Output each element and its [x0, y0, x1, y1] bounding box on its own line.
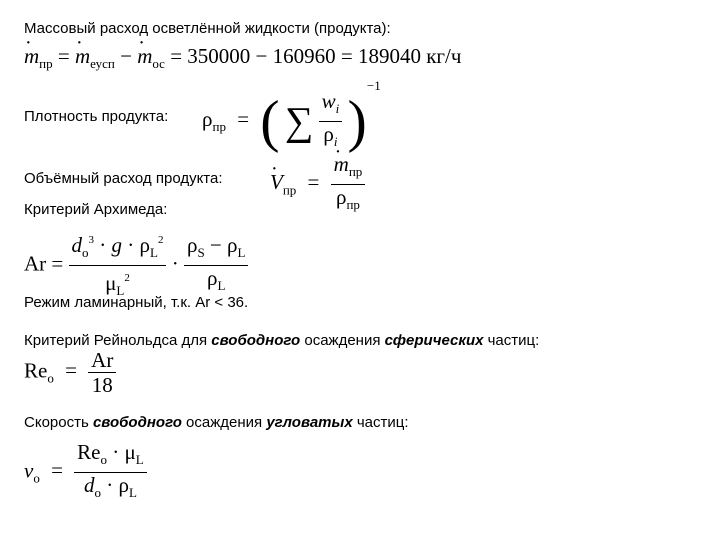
equation-density — [202, 78, 381, 155]
velocity-emph-1: свободного — [92, 414, 182, 431]
sub-pr-2: пр — [212, 119, 226, 134]
line-mass-flow-label: Массовый расход осветлённой жидкости (продукта): — [24, 20, 391, 37]
sub-oc: ос — [152, 56, 165, 71]
rho-symbol-3: ρ — [335, 185, 347, 209]
line-density-label: Плотность продукта: — [24, 108, 169, 125]
sub-o-4: о — [100, 452, 107, 467]
dot-1: · — [99, 233, 107, 257]
velocity-text-3: частиц: — [352, 414, 409, 431]
archimedes-fraction-1 — [69, 228, 167, 303]
sub-l-6: L — [128, 485, 137, 500]
sub-l-4: L — [217, 278, 226, 293]
equation-velocity — [24, 440, 147, 505]
rho-symbol-4: ρ — [118, 473, 129, 497]
m-symbol-3: · m — [137, 44, 152, 69]
line-archimedes-label: Критерий Архимеда: — [24, 201, 168, 218]
sub-l-5: L — [135, 452, 144, 467]
exponent-minus-one: −1 — [366, 78, 381, 93]
sigma-symbol: ∑ — [284, 98, 314, 144]
equals-sign-5: = — [51, 458, 63, 483]
volume-fraction — [331, 152, 366, 217]
sub-o-2: о — [47, 370, 54, 386]
m-symbol-4: · m — [334, 152, 349, 176]
d-symbol: d — [71, 233, 83, 257]
equals-sign: = — [57, 44, 70, 68]
reynolds-text-1: Критерий Рейнольдса для — [24, 332, 212, 349]
line-laminar-regime: Режим ламинарный, т.к. Ar < 36. — [24, 294, 249, 311]
mu-symbol: μ — [105, 271, 117, 295]
dot-2: · — [127, 233, 135, 257]
dot-3: · — [171, 251, 179, 276]
sub-pr-5: пр — [346, 197, 360, 212]
rho-l-symbol-2: ρ — [227, 233, 238, 257]
right-paren: ) — [347, 88, 367, 154]
velocity-text-2: осаждения — [181, 414, 267, 431]
sub-pr-3: пр — [282, 182, 297, 198]
rho-l-symbol: ρ — [139, 233, 150, 257]
sub-l: L — [150, 245, 158, 260]
reynolds-emph-1: свободного — [211, 332, 301, 349]
sub-l-2: L — [116, 283, 125, 298]
velocity-text-1: Скорость — [24, 414, 93, 431]
equals-sign-3: = — [307, 170, 320, 195]
ar-lhs: Ar = — [24, 251, 64, 276]
sub-o-5: о — [94, 485, 101, 500]
reynolds-text-3: частиц: — [483, 332, 540, 349]
rho-symbol: ρ — [202, 107, 213, 131]
minus-sign: − — [120, 44, 132, 68]
reynolds-text-2: осаждения — [300, 332, 385, 349]
equation-volume-flow — [270, 152, 365, 217]
reynolds-numerator: Ar — [88, 348, 116, 373]
mass-flow-value: = 350000 − 160960 = 189040 кг/ч — [170, 44, 462, 68]
power-2: 2 — [157, 234, 164, 246]
d-symbol-2: d — [83, 473, 95, 497]
rho-symbol-2: ρ — [323, 121, 334, 146]
re-symbol-2: Re — [77, 440, 101, 464]
g-symbol: g — [111, 233, 123, 257]
sub-pr: пр — [39, 56, 53, 71]
rho-l-symbol-3: ρ — [206, 266, 218, 290]
velocity-emph-2: угловатых — [266, 414, 353, 431]
equals-sign-2: = — [237, 107, 250, 131]
sub-s: S — [197, 245, 205, 260]
equation-mass-flow — [24, 44, 461, 72]
m-symbol-2: · m — [75, 44, 90, 69]
archimedes-fraction-2 — [184, 233, 249, 298]
minus-sign-2: − — [209, 233, 222, 257]
dot-5: · — [106, 473, 114, 497]
reynolds-emph-2: сферических — [384, 332, 484, 349]
equation-archimedes — [24, 228, 248, 303]
power-2-b: 2 — [124, 272, 130, 284]
equals-sign-4: = — [65, 358, 77, 383]
velocity-fraction — [74, 440, 147, 505]
v-symbol: v — [24, 458, 34, 483]
sub-pr-4: пр — [348, 164, 363, 179]
dot-4: · — [112, 440, 120, 464]
sub-eusp: еусп — [90, 56, 115, 71]
sub-o-3: о — [33, 470, 40, 486]
sub-i: i — [335, 100, 340, 116]
sub-o: о — [82, 245, 89, 260]
reynolds-fraction — [88, 348, 116, 397]
m-symbol: · m — [24, 44, 39, 69]
left-paren: ( — [260, 88, 280, 154]
mu-symbol-2: μ — [124, 440, 136, 464]
sub-i-2: i — [333, 133, 338, 149]
equation-reynolds — [24, 348, 116, 397]
line-volume-flow-label: Объёмный расход продукта: — [24, 170, 223, 187]
rho-s-symbol: ρ — [186, 233, 198, 257]
v-dot-symbol: · V — [270, 170, 283, 195]
power-3: 3 — [88, 234, 95, 246]
re-symbol: Re — [24, 358, 48, 383]
reynolds-denominator: 18 — [91, 373, 113, 397]
w-symbol: w — [321, 88, 336, 113]
line-velocity-label — [24, 414, 409, 432]
sub-l-3: L — [237, 245, 246, 260]
